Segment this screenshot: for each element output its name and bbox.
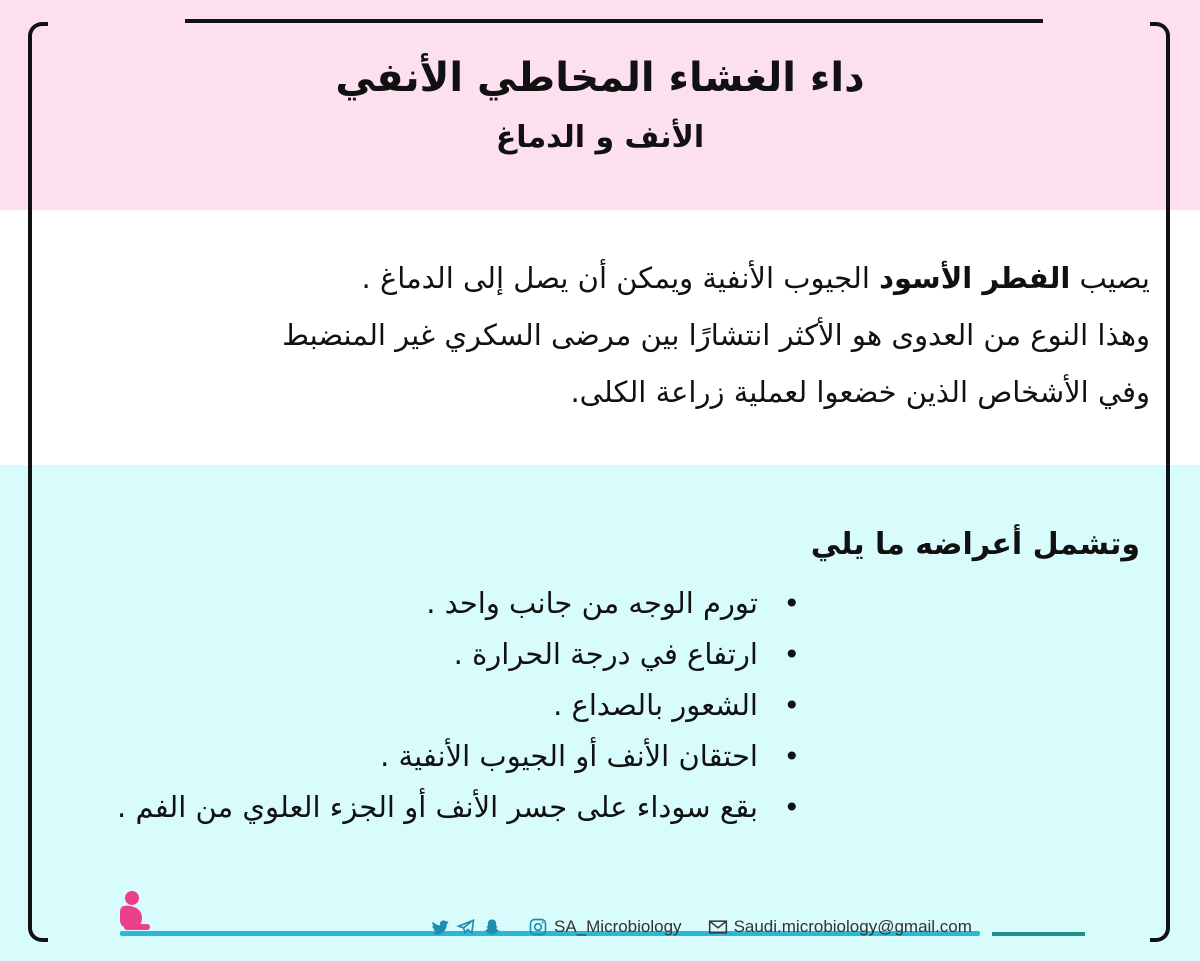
header-band <box>0 0 1200 210</box>
intro-line-2: وهذا النوع من العدوى هو الأكثر انتشارًا بين مرضى السكري غير المنضبط <box>282 318 1150 352</box>
intro-line-1 <box>60 250 1150 307</box>
mail-icon[interactable] <box>708 917 728 937</box>
intro-paragraph <box>60 250 1150 421</box>
list-item: • تورم الوجه من جانب واحد . <box>40 578 810 629</box>
footer-contact <box>430 914 972 940</box>
intro-line-3: وفي الأشخاص الذين خضعوا لعملية زراعة الكلى. <box>570 375 1150 409</box>
list-item: • احتقان الأنف أو الجيوب الأنفية . <box>40 731 810 782</box>
instagram-icon[interactable] <box>528 917 548 937</box>
contact-email[interactable]: Saudi.microbiology@gmail.com <box>733 917 972 936</box>
list-item: • بقع سوداء على جسر الأنف أو الجزء العلوي من الفم . <box>40 782 810 833</box>
list-item: • ارتفاع في درجة الحرارة . <box>40 629 810 680</box>
frame-top-line <box>185 19 1043 23</box>
snapchat-icon[interactable] <box>482 917 502 937</box>
page-subtitle: الأنف و الدماغ <box>495 120 705 155</box>
symptoms-list <box>40 578 810 833</box>
symptoms-heading: وتشمل أعراضه ما يلي <box>810 527 1140 562</box>
intro-text: يصيب <box>1070 261 1150 295</box>
twitter-icon[interactable] <box>430 917 450 937</box>
social-handle[interactable]: SA_Microbiology <box>554 917 682 936</box>
black-fungus-term: الفطر الأسود <box>879 261 1071 295</box>
microbiology-logo <box>112 888 152 932</box>
footer-accent-line-short <box>992 932 1085 936</box>
intro-text: الجيوب الأنفية ويمكن أن يصل إلى الدماغ . <box>361 261 880 295</box>
list-item: • الشعور بالصداع . <box>40 680 810 731</box>
telegram-icon[interactable] <box>456 917 476 937</box>
page-title: داء الغشاء المخاطي الأنفي <box>335 55 865 101</box>
frame-right-bracket <box>1150 22 1170 942</box>
